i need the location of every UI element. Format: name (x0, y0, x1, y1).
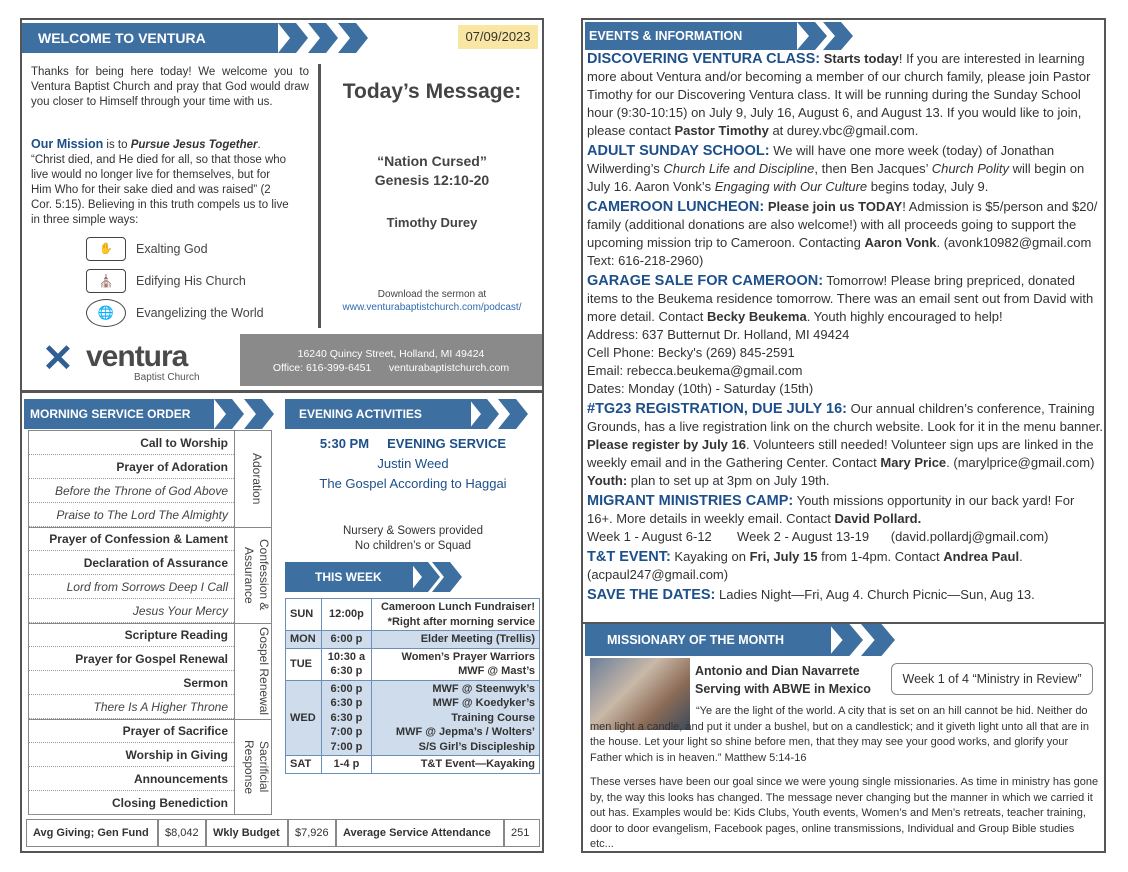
evening-title: EVENING ACTIVITIES (299, 407, 422, 421)
way-label: Edifying His Church (136, 274, 246, 288)
logo-mark-icon: ✕ (42, 338, 74, 380)
chevron-icon (214, 399, 244, 429)
missionary-week-badge: Week 1 of 4 “Ministry in Review” (891, 663, 1093, 695)
week-row (286, 599, 540, 631)
week-table (285, 598, 540, 774)
events-list (587, 50, 1103, 604)
event-migrant: MIGRANT MINISTRIES CAMP: Youth missions opportunity in our back yard! For 16+. More details in weekly email. Contact David Pollard. Week 1 - August 6-12 Week 2 - August 13-19 (david.pollardj@gmail.com) (587, 493, 1075, 544)
mission-emphasis: Pursue Jesus Together (130, 139, 258, 151)
way-label: Exalting God (136, 242, 208, 256)
week-row (286, 648, 540, 680)
order-item: Praise to The Lord The Almighty (29, 503, 234, 527)
event-discovering: DISCOVERING VENTURA CLASS: Starts today! If you are interested in learning more about Ventura and/or becoming a member of our church family, please join Pastor Timothy for our Discovering Ventura class. It will be running during the Sunday School hour (9:30-10:15) on July 9, July 16, August 6, and August 13. If you would like to join, please contact Pastor Timothy at durey.vbc@gmail.com. (587, 51, 1091, 138)
download-link[interactable]: www.venturabaptistchurch.com/podcast/ (342, 302, 522, 313)
giving-value: $8,042 (158, 819, 206, 847)
week-event: Cameroon Lunch Fundraiser! *Right after morning service (371, 599, 539, 631)
divider (29, 719, 271, 720)
divider (29, 623, 271, 624)
order-item: Before the Throne of God Above (29, 479, 234, 503)
welcome-band (22, 23, 278, 53)
section-label: Gospel Renewal (257, 626, 271, 716)
evening-service: EVENING SERVICE (387, 436, 507, 451)
ventura-logo (42, 336, 242, 386)
week-row (286, 756, 540, 774)
budget-value: $7,926 (288, 819, 336, 847)
week-event: Elder Meeting (Trellis) (371, 631, 539, 649)
event-tt: T&T EVENT: Kayaking on Fri, July 15 from 1-4pm. Contact Andrea Paul. (acpaul247@gmail.com) (587, 549, 1023, 582)
order-item: There Is A Higher Throne (29, 695, 234, 719)
order-item: Prayer of Confession & Lament (29, 527, 234, 551)
order-item: Call to Worship (29, 431, 234, 455)
church-icon: ⛪ (86, 269, 126, 293)
divider (29, 527, 271, 528)
week-day: WED (286, 680, 322, 756)
order-item: Prayer of Adoration (29, 455, 234, 479)
week-day: SUN (286, 599, 322, 631)
missionary-names: Antonio and Dian Navarrete (695, 664, 860, 678)
logo-name: ventura (86, 340, 188, 373)
way-item (86, 298, 264, 328)
week-day: SAT (286, 756, 322, 774)
service-order-title: MORNING SERVICE ORDER (30, 407, 191, 421)
events-title: EVENTS & INFORMATION (589, 29, 743, 43)
service-order-band (24, 399, 214, 429)
message-heading: Today’s Message: (342, 80, 522, 103)
order-item: Scripture Reading (29, 623, 234, 647)
order-item: Announcements (29, 767, 234, 791)
logo-sub: Baptist Church (134, 372, 200, 383)
giving-label: Avg Giving; Gen Fund (26, 819, 158, 847)
mission-part: . “Christ died, and He died for all, so that those who live would no longer live for themselves, but for Him Who for their sake died and was raised” (2 Cor. 5:15). Believing in this truth compels us to live in three simple ways: (31, 139, 289, 226)
missionary-quote: “Ye are the light of the world. A city that is set on an hill cannot be hid. Neither do men light a candle, and put it under a bushel, but on a candlestick; and it giveth light unto all that are in the house. Let your light so shine before men, that they may see your good works, and glorify your Father which is in heaven.” Matthew 5:14-16 (590, 705, 1089, 764)
chevron-icon (829, 624, 863, 656)
nursery-line: Nursery & Sowers provided (343, 525, 483, 537)
missionary-band (585, 624, 831, 656)
chevron-icon (498, 399, 528, 429)
right-page (581, 18, 1106, 853)
sermon-title: “Nation Cursed” (377, 153, 487, 169)
week-event: T&T Event—Kayaking (371, 756, 539, 774)
order-item: Prayer of Sacrifice (29, 719, 234, 743)
chevron-icon (823, 22, 853, 50)
download-block (322, 288, 542, 314)
way-label: Evangelizing the World (136, 306, 264, 320)
praying-hands-icon: ✋ (86, 237, 126, 261)
week-time: 1-4 p (321, 756, 371, 774)
mission-label: Our Mission (31, 137, 104, 151)
week-row (286, 680, 540, 756)
chevron-icon (244, 399, 274, 429)
this-week-title: THIS WEEK (315, 570, 382, 584)
week-time: 10:30 a 6:30 p (321, 648, 371, 680)
chevron-icon (410, 562, 440, 592)
week-time: 6:00 p (321, 631, 371, 649)
speaker: Timothy Durey (386, 215, 478, 230)
left-page (20, 18, 544, 853)
event-garage-sale: GARAGE SALE FOR CAMEROON: Tomorrow! Please bring prepriced, donated items to the Beukema residence tomorrow. There was an email sent out from David with more detail. Contact Becky Beukema. Youth highly encouraged to help! Address: 637 Butternut Dr. Holland, MI 49424 Cell Phone: Becky's (269) 845-2591 Email: rebecca.beukema@gmail.com Dates: Monday (10th) - Saturday (15th) (587, 273, 1094, 396)
stats-bar (26, 819, 540, 847)
chevron-icon (469, 399, 499, 429)
week-time: 12:00p (321, 599, 371, 631)
attendance-value: 251 (504, 819, 540, 847)
office-phone: Office: 616-399-6451 (272, 362, 372, 374)
chevron-icon (278, 23, 308, 53)
address-box (240, 334, 542, 386)
website: venturabaptistchurch.com (388, 362, 510, 374)
order-item: Prayer for Gospel Renewal (29, 647, 234, 671)
missionary-text: These verses have been our goal since we were young single missionaries. As time in ministry has gone by, the way this looks has changed. The message never changing but the manner in which we carried it out has. Examples would be: Kids Clubs, Youth events, Women’s and Men’s retreats, teacher training, door to door evangelism, Facebook pages, online transmissions, Individual and Group Bible studies etc... (590, 776, 1099, 850)
section-label: Adoration (250, 453, 264, 505)
event-luncheon: CAMEROON LUNCHEON: Please join us TODAY! Admission is $5/person and $20/ family (additional donations are also welcome!) with all proceeds going to support the upcoming mission trip to Cameroon. Contacting Aaron Vonk. (avonk10982@gmail.com Text: 616-218-2960) (587, 199, 1098, 268)
week-event: MWF @ Steenwyk’s MWF @ Koedyker’s Training Course MWF @ Jepma’s / Wolters’ S/S Girl’s Discipleship (371, 680, 539, 756)
event-save-dates: SAVE THE DATES: Ladies Night—Fri, Aug 4. Church Picnic—Sun, Aug 13. (587, 587, 1035, 603)
budget-label: Wkly Budget (206, 819, 288, 847)
divider (22, 390, 542, 393)
address: 16240 Quincy Street, Holland, MI 49424 (297, 348, 485, 360)
divider (318, 64, 321, 328)
chevron-icon (797, 22, 827, 50)
evening-band (285, 399, 471, 429)
this-week-band (285, 562, 413, 592)
section-label: Confession & Assurance (242, 539, 271, 611)
nursery-line: No children’s or Squad (354, 540, 472, 552)
chevron-icon (338, 23, 368, 53)
events-band (585, 22, 797, 50)
order-item: Jesus Your Mercy (29, 599, 234, 623)
evening-time: 5:30 PM (319, 436, 370, 451)
ways-list (86, 234, 264, 328)
section-label: Sacrificial Response (242, 739, 271, 795)
mission-text (31, 137, 293, 228)
missionary-info (695, 662, 871, 698)
order-item: Lord from Sorrows Deep I Call (29, 575, 234, 599)
attendance-label: Average Service Attendance (336, 819, 504, 847)
nursery-note (285, 524, 541, 554)
mission-part: is to (103, 139, 131, 151)
week-time: 6:00 p 6:30 p 6:30 p 7:00 p 7:00 p (321, 680, 371, 756)
way-item (86, 234, 264, 264)
download-text: Download the sermon at (377, 289, 487, 300)
order-item: Worship in Giving (29, 743, 234, 767)
order-item: Sermon (29, 671, 234, 695)
missionary-org: Serving with ABWE in Mexico (695, 682, 871, 696)
date-badge: 07/09/2023 (458, 25, 538, 49)
week-event: Women’s Prayer Warriors MWF @ Mast’s (371, 648, 539, 680)
sermon-ref: Genesis 12:10-20 (374, 172, 490, 188)
event-tg23: #TG23 REGISTRATION, DUE JULY 16: Our annual children’s conference, Training Grounds, has a live registration link on the church website. Look for it in the menu banner. Please register by July 16. Volunteers still needed! Volunteer sign ups are linked in the weekly email and in the Gathering Center. Contact Mary Price. (marylprice@gmail.com) Youth: plan to set up at 3pm on July 19th. (587, 401, 1103, 488)
globe-icon: 🌐 (86, 299, 126, 327)
week-row (286, 631, 540, 649)
evening-speaker: Justin Weed (377, 456, 449, 471)
week-day: MON (286, 631, 322, 649)
order-item: Declaration of Assurance (29, 551, 234, 575)
sermon-block (322, 152, 542, 190)
evening-topic: The Gospel According to Haggai (319, 476, 507, 491)
service-order-box (28, 430, 272, 815)
chevron-icon (861, 624, 895, 656)
event-adult-ss: ADULT SUNDAY SCHOOL: We will have one more week (today) of Jonathan Wilwerding’s Church Life and Discipline, then Ben Jacques’ Church Polity will begin on July 16. Aaron Vonk’s Engaging with Our Culture begins today, July 9. (587, 143, 1085, 194)
welcome-text: Thanks for being here today! We welcome you to Ventura Baptist Church and pray that God would draw you closer to Himself through your time with us. (31, 66, 309, 108)
way-item (86, 266, 264, 296)
chevron-icon (308, 23, 338, 53)
week-day: TUE (286, 648, 322, 680)
welcome-title: WELCOME TO VENTURA (38, 30, 206, 46)
missionary-title: MISSIONARY OF THE MONTH (607, 633, 785, 647)
evening-block (285, 434, 541, 494)
order-item: Closing Benediction (29, 791, 234, 815)
